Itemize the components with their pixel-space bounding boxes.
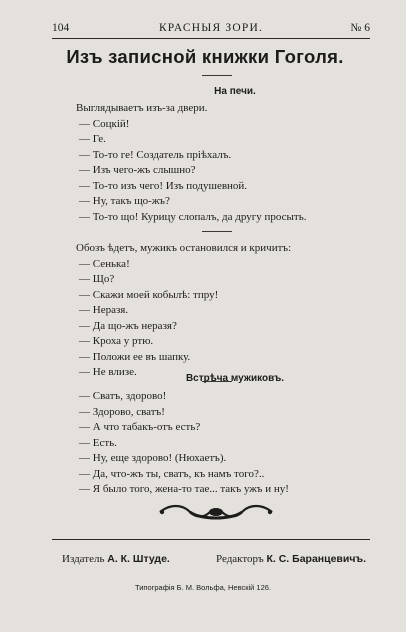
editor-name: К. С. Баранцевичъ. — [266, 553, 366, 565]
editor — [216, 553, 366, 565]
section1-heading: На печи. — [214, 86, 256, 97]
text-line: — Ге. — [79, 133, 106, 145]
text-line: — Есть. — [79, 436, 117, 449]
section3-text — [76, 389, 370, 498]
text-line: — Здорово, сватъ! — [79, 405, 165, 418]
issue-number: № 6 — [350, 22, 370, 34]
footer-rule — [52, 539, 370, 540]
editor-label: Редакторъ — [215, 553, 264, 565]
publisher-name: А. К. Штуде. — [107, 553, 170, 565]
text-line: — А что табакъ-отъ есть? — [79, 421, 201, 433]
publisher-label: Издатель — [62, 553, 105, 565]
text-line: — Неразя. — [79, 304, 129, 316]
section1-text — [76, 101, 370, 225]
text-line: — Я было того, жена-то тае... такъ ужъ и ну! — [79, 483, 289, 495]
text-line: — Да, что-жъ ты, сватъ, къ намъ того?.. — [79, 467, 265, 480]
text-line: — Сенька! — [79, 257, 130, 270]
text-line: — Соцкiй! — [79, 117, 130, 130]
text-line: — То-то изъ чего! Изъ подушевной. — [79, 179, 248, 192]
text-line: — Що? — [79, 273, 115, 285]
section2-text — [76, 241, 370, 381]
text-line: — Да що-жъ неразя? — [79, 319, 177, 332]
text-line: — То-то ге! Создатель прiѣхалъ. — [79, 148, 232, 161]
article-title: Изъ записной книжки Гоголя. — [66, 46, 344, 67]
text-line: — Не влизе. — [79, 366, 137, 378]
text-line: — Изъ чего-жъ слышно? — [79, 164, 196, 176]
section-divider — [202, 231, 232, 232]
page-number: 104 — [52, 22, 70, 34]
text-line: Обозъ ѣдетъ, мужикъ остановился и кричитъ: — [76, 242, 292, 254]
text-line: — Кроха у ртю. — [79, 335, 154, 347]
magazine-title: КРАСНЫЯ ЗОРИ. — [158, 22, 264, 34]
text-line: — Сватъ, здорово! — [79, 390, 167, 402]
header-rule — [52, 38, 370, 39]
text-line: — То-то що! Курицу слопалъ, да другу просыть. — [79, 210, 307, 223]
publisher — [62, 553, 170, 565]
text-line: Выглядываетъ изъ-за двери. — [76, 102, 208, 114]
text-line: — Скажи моей кобылѣ: тпру! — [79, 288, 219, 301]
running-header — [52, 22, 370, 38]
ornament-flourish — [156, 500, 276, 524]
section3-heading: Встрѣча мужиковъ. — [185, 373, 285, 384]
printer-line: Типографiя Б. М. Вольфа, Невскiй 126. — [134, 583, 272, 592]
title-divider — [202, 75, 232, 76]
text-line: — Ну, еще здорово! (Нюхаетъ). — [79, 452, 227, 464]
text-line: — Положи ее въ шапку. — [79, 350, 191, 363]
text-line: — Ну, такъ що-жъ? — [79, 195, 170, 207]
